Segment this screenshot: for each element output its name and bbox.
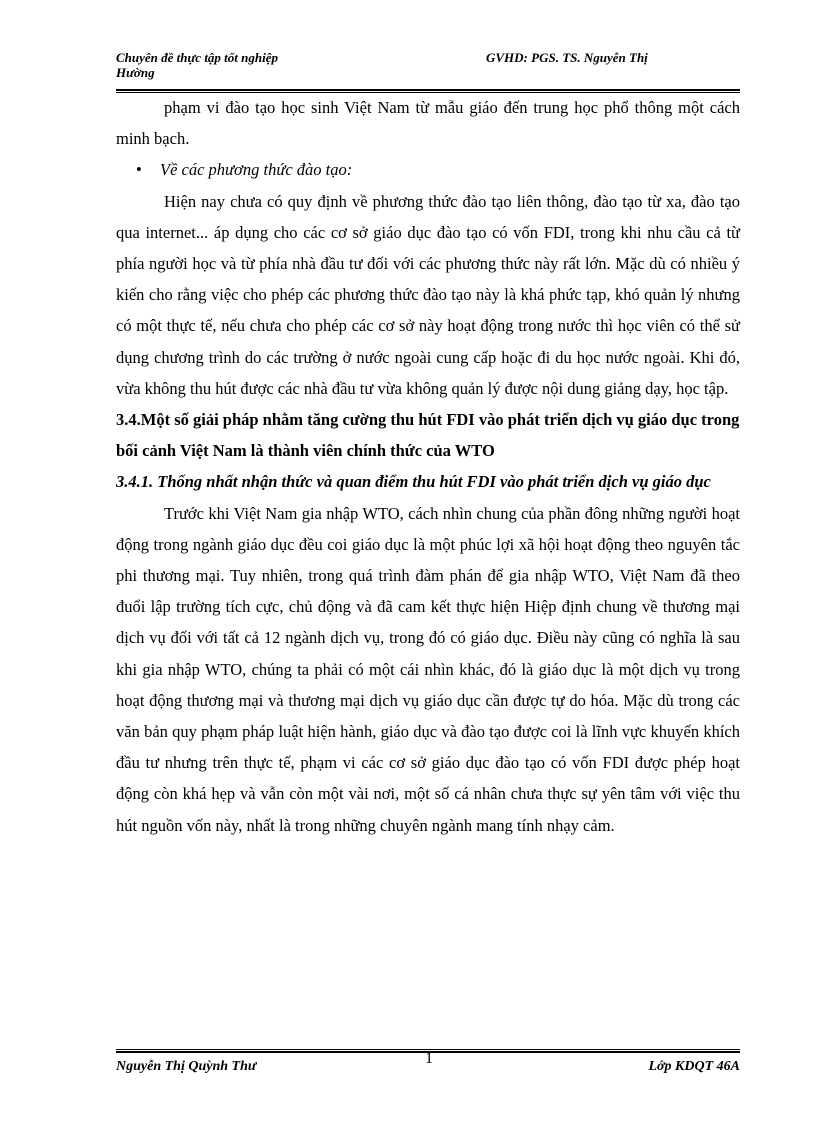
header-title-line1: Chuyên đề thực tập tốt nghiệp xyxy=(116,50,278,65)
header-title-line2: Hường xyxy=(116,65,155,80)
section-heading-3-4: 3.4.Một số giải pháp nhằm tăng cường thu hút FDI vào phát triển dịch vụ giáo dục trong bối cảnh Việt Nam là thành viên chính thức của WTO xyxy=(116,410,740,461)
section-heading-3-4-1: 3.4.1. Thống nhất nhận thức và quan điểm thu hút FDI vào phát triển dịch vụ giáo dục xyxy=(116,472,711,492)
page-number: 1 xyxy=(425,1050,433,1067)
paragraph-wto: Trước khi Việt Nam gia nhập WTO, cách nhìn chung của phần đông những người hoạt động trong ngành giáo dục đều coi giáo dục là một phúc lợi xã hội hoạt động theo nguyên tắc phi thương mại. Tuy nhiên, trong quá trình đàm phán để gia nhập WTO, Việt Nam đã theo đuổi lập trường tích cực, chủ động và đã cam kết thực hiện Hiệp định chung về thương mại dịch vụ đối với tất cả 12 ngành dịch vụ, trong đó có giáo dục. Điều này cũng có nghĩa là sau khi gia nhập WTO, chúng ta phải có một cái nhìn khác, đó là giáo dục là một dịch vụ trong hoạt động thương mại và thương mại dịch vụ giáo dục cần được tự do hóa. Mặc dù trong các văn bản quy phạm pháp luật hiện hành, giáo dục và đào tạo được coi là lĩnh vực khuyến khích đầu tư nhưng trên thực tế, phạm vi các cơ sở giáo dục đào tạo có vốn FDI được phép hoạt động còn khá hẹp và vẫn còn một vài nơi, một số cá nhân chưa thực sự yên tâm với việc thu hút nguồn vốn này, nhất là trong những chuyên ngành mang tính nhạy cảm. xyxy=(116,503,740,835)
bullet-heading: Về các phương thức đào tạo: xyxy=(160,160,353,180)
footer-class: Lớp KDQT 46A xyxy=(648,1059,740,1074)
page-footer xyxy=(116,1050,740,1076)
bullet-item xyxy=(116,154,740,185)
document-body xyxy=(116,92,740,841)
footer-author: Nguyễn Thị Quỳnh Thư xyxy=(116,1059,257,1074)
paragraph-training-methods: Hiện nay chưa có quy định về phương thức đào tạo liên thông, đào tạo từ xa, đào tạo qua internet... áp dụng cho các cơ sở giáo dục đào tạo có vốn FDI, trong khi nhu cầu cả từ phía người học và từ phía nhà đầu tư đối với các phương thức này rất lớn. Mặc dù có nhiều ý kiến cho rằng việc cho phép các phương thức đào tạo này là khá phức tạp, khó quản lý nhưng có một thực tế, nếu chưa cho phép các cơ sở này hoạt động trong nước thì học viên có thể sử dụng chương trình do các trường ở nước ngoài cung cấp hoặc đi du học nước ngoài. Khi đó, vừa không thu hút được các nhà đầu tư vừa không quản lý được nội dung giảng dạy, học tập. xyxy=(116,191,740,398)
header-supervisor: GVHD: PGS. TS. Nguyễn Thị xyxy=(486,50,648,65)
header-document-title xyxy=(116,50,356,80)
bullet-dot-icon: • xyxy=(136,160,142,180)
paragraph-continuation: phạm vi đào tạo học sinh Việt Nam từ mẫu giáo đến trung học phổ thông một cách minh bạch. xyxy=(116,98,740,149)
